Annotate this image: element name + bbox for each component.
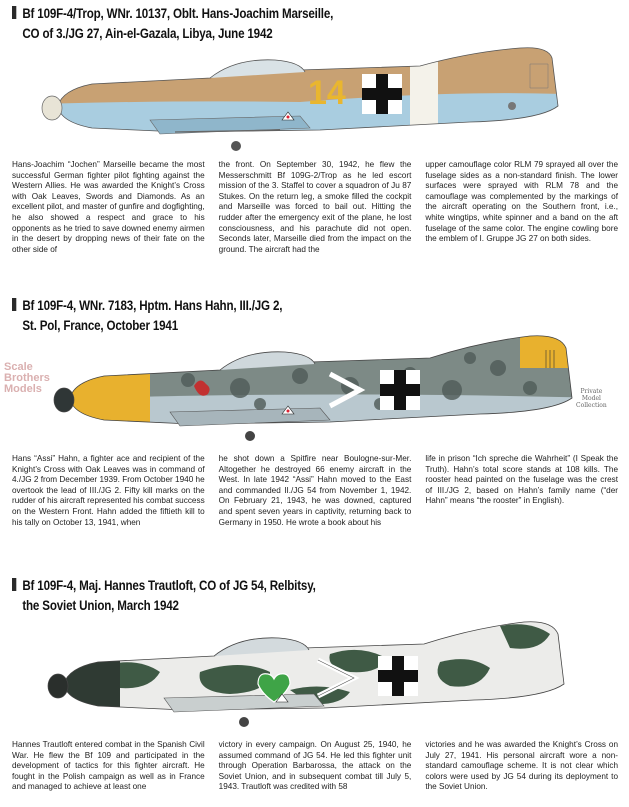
heading-line-2: the Soviet Union, March 1942 [22,598,179,613]
balkenkreuz-icon [380,370,420,410]
heading-line-1: Bf 109F-4, Maj. Hannes Trautloft, CO of JG 54, Relbitsy, [22,578,316,593]
heading-line-2: CO of 3./JG 27, Ain-el-Gazala, Libya, June 1942 [22,26,273,41]
heading-bar [12,298,16,311]
text-column-3: upper camouflage color RLM 79 sprayed all over the fuselage sides as a non-standard finish. The lower surfaces were sprayed with RLM 78 and the camouflage was complemented by the markings of the aircraft operating on the Southern front, i.e., white wingtips, white spinner and a band on the aft fuselage of the same color. The engine cowling bore the emblem of I. Gruppe JG 27 on both sides. [425,160,619,244]
balkenkreuz-icon [378,656,418,696]
aircraft-profile-marseille [0,44,629,152]
text-column-1: Hans “Assi” Hahn, a fighter ace and recipient of the Knight’s Cross with Oak Leaves was in command of 4./JG 2 from December 1939. From October 1940 he overtook the lead of III./JG 2. Fifty kill marks on the rudder of his aircraft represented his combat success on the Western Front. Hahn added the fiftieth kill to his tally on October 13, 1941, when [12,454,205,527]
heading-line-1: Bf 109F-4, WNr. 7183, Hptm. Hans Hahn, III./JG 2, [22,298,283,313]
watermark-line: Brothers [4,372,50,384]
stamp-line: Private [580,388,603,395]
aircraft-profile-trautloft [0,612,629,728]
heading-line-2: St. Pol, France, October 1941 [22,318,179,333]
profile-heading [12,4,333,44]
watermark-logo [4,362,50,395]
profile-trautloft [0,572,629,807]
balkenkreuz-icon [362,74,402,114]
text-column-3: life in prison “Ich spreche die Wahrheit” (I Speak the Truth). Hahn’s total score stands at 108 kills. The rooster head painted on the fuselage was the crest of III./JG 2, based on Hahn’s family name (“der Hahn” means “the rooster” in English). [425,454,619,506]
stamp-line: Model [581,395,601,402]
text-column-2: the front. On September 30, 1942, he flew the Messerschmitt Bf 109G-2/Trop as he led escort mission of the 3. Staffel to cover a squadron of Ju 87 Stukes. On the return leg, a smoke filled the cockpit and Marseille was forced to bail out. Hitting the rudder after the emergency exit of the plane, he lost consciousness, and his parachute did not open. Seconds later, Marseille died from the impact on the ground. The aircraft had the [218,160,412,254]
collection-stamp [576,388,607,409]
heading-line-1: Bf 109F-4/Trop, WNr. 10137, Oblt. Hans-Joachim Marseille, [22,6,334,21]
stamp-line: Collection [576,402,607,409]
heading-bar [12,6,16,19]
text-column-1: Hans-Joachim “Jochen” Marseille became the most successful German fighter pilot fighting against the Western Allies. He was awarded the Knight’s Cross with Oak Leaves, Swords and Diamonds. As an excellent pilot, and master of gunfire and dogfighting, he also showed a respect and grace to his opponents as he tried to save downed enemy airmen in the desert by dropping news of their fate on the other side of [12,160,205,254]
text-column-2: victory in every campaign. On August 25, 1940, he assumed command of JG 54. He led this fighter unit through Operation Barbarossa, the attack on the Soviet Union, and in subsequent combat till July 5, 1943. Trautloft was credited with 58 [218,740,412,792]
watermark-line: Models [4,383,42,395]
profile-text [12,740,618,793]
text-column-3: victories and he was awarded the Knight’s Cross on July 27, 1941. His personal aircraft wore a non-standard camouflage scheme. It is not clear which colors were used by JG 54 during its deployment to the Soviet Union. [425,740,619,792]
watermark-line: Scale [4,361,33,373]
heading-bar [12,578,16,591]
text-column-2: he shot down a Spitfire near Boulogne-sur-Mer. Altogether he destroyed 66 enemy aircraft in the West. In late 1942 “Assi” Hahn moved to the East and commanded II./JG 54 from November 1, 1942. On February 21, 1943, he was downed, captured and spent seven years in captivity, returning back to Germany in 1950. He wrote a book about his [218,454,412,527]
profile-marseille [0,0,629,270]
aircraft-profile-hahn [0,328,629,444]
profile-hahn [0,292,629,562]
profile-text [12,160,618,255]
profile-text [12,454,618,528]
profile-heading [12,576,316,616]
svg-text:14: 14 [308,74,346,112]
text-column-1: Hannes Trautloft entered combat in the Spanish Civil War. He flew the Bf 109 and participated in the development of tactics for this fighter aircraft. He fought in the Polish campaign as well as in France and managed to achieve at least one [12,740,205,792]
yellow-number [308,74,346,112]
